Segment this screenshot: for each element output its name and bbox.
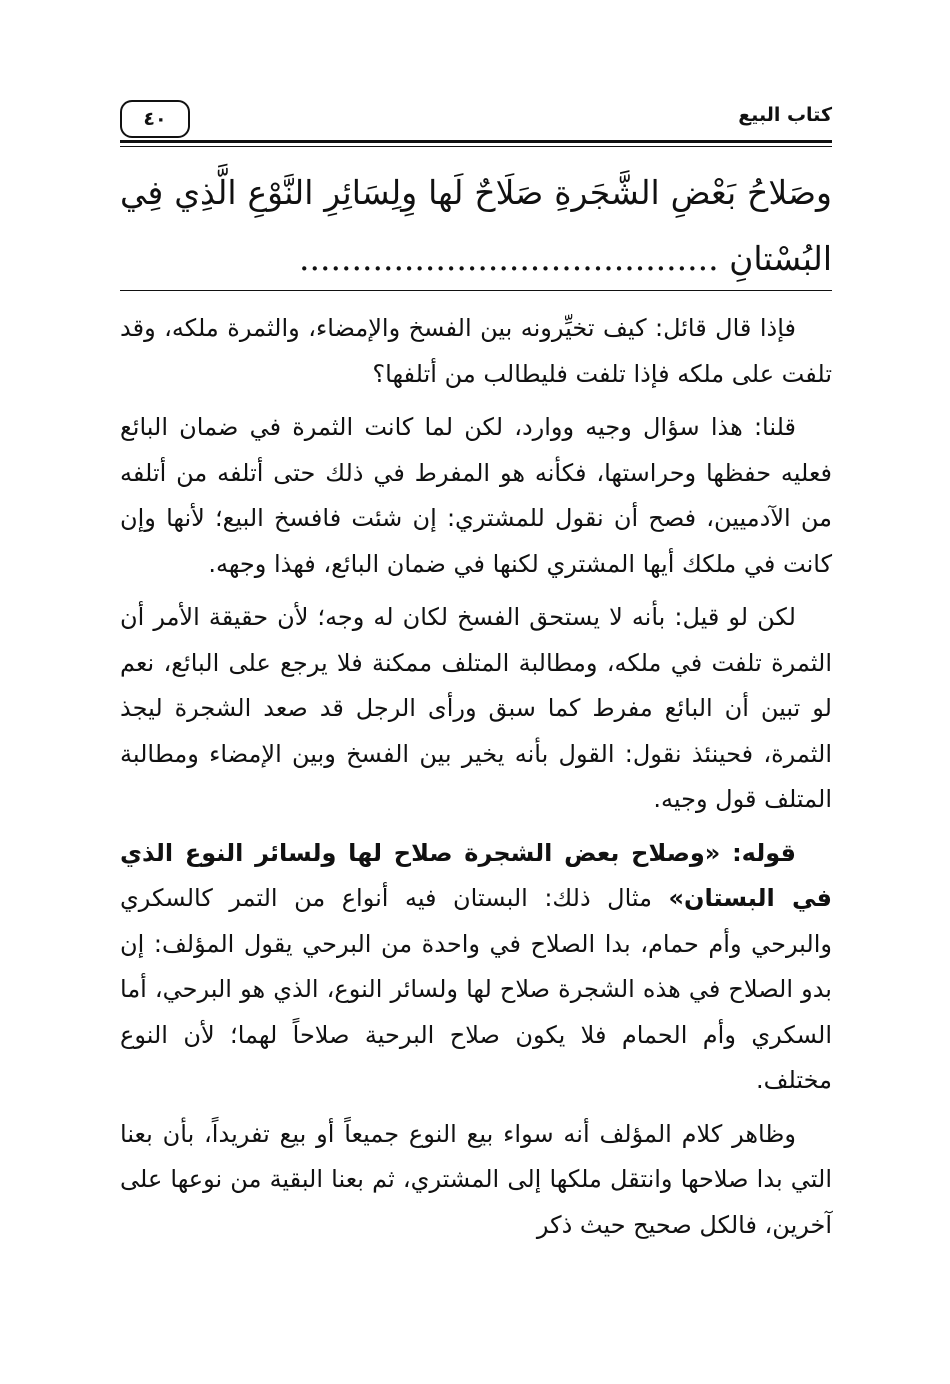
- paragraph-1: فإذا قال قائل: كيف تخيِّرونه بين الفسخ والإمضاء، والثمرة ملكه، وقد تلفت على ملكه فإذا تلفت فليطالب من أتلفها؟: [120, 314, 832, 388]
- running-title: كتاب البيع: [738, 104, 832, 126]
- matn-text: وصَلاحُ بَعْضِ الشَّجَرةِ صَلَاحٌ لَها وِلِسَائِرِ النَّوْعِ الَّذِي فِي البُسْتانِ: [120, 173, 832, 278]
- paragraph-4: [120, 831, 832, 1104]
- page-number-box: [120, 100, 190, 138]
- quoted-matn-lead: قوله: «وصلاح بعض الشجرة صلاح لها ولسائر النوع الذي في البستان»: [120, 838, 832, 912]
- page-header: [120, 100, 832, 152]
- matn-separator: [120, 290, 832, 291]
- header-rule-thin: [120, 146, 832, 147]
- paragraph-3: لكن لو قيل: بأنه لا يستحق الفسخ لكان له وجه؛ لأن حقيقة الأمر أن الثمرة تلفت في ملكه، ومطالبة المتلف ممكنة فلا يرجع على البائع، نعم لو تبين أن البائع مفرط كما سبق ورأى الرجل قد صعد الشجرة ليجذ الثمرة، فحينئذ نقول: القول بأنه يخير بين الفسخ وبين الإمضاء ومطالبة المتلف قول وجيه.: [120, 603, 832, 813]
- header-rule-thick: [120, 140, 832, 143]
- matn-dots: ........................................: [299, 239, 719, 278]
- page-number: ٤٠: [143, 108, 167, 130]
- paragraph-2: قلنا: هذا سؤال وجيه ووارد، لكن لما كانت الثمرة في ضمان البائع فعليه حفظها وحراستها، فكأنه هو المفرط في ذلك حتى أتلفه من أتلفه من الآدميين، فصح أن نقول للمشتري: إن شئت فافسخ البيع؛ لأنها وإن كانت في ملكك أيها المشتري لكنها في ضمان البائع، فهذا وجهه.: [120, 413, 832, 578]
- paragraph-4-text: مثال ذلك: البستان فيه أنواع من التمر كالسكري والبرحي وأم حمام، بدا الصلاح في واحدة من البرحي يقول المؤلف: إن بدو الصلاح في هذه الشجرة صلاح لها ولسائر النوع، الذي هو البرحي، أما السكري وأم الحمام فلا يكون صلاح البرحية صلاحاً لهما؛ لأن النوع مختلف.: [120, 884, 832, 1094]
- paragraph-5: وظاهر كلام المؤلف أنه سواء بيع النوع جميعاً أو بيع تفريداً، بأن بعنا التي بدا صلاحها وانتقل ملكها إلى المشتري، ثم بعنا البقية من نوعها على آخرين، فالكل صحيح حيث ذكر: [120, 1119, 832, 1239]
- commentary: [120, 306, 832, 1256]
- matn-quote: [120, 160, 832, 292]
